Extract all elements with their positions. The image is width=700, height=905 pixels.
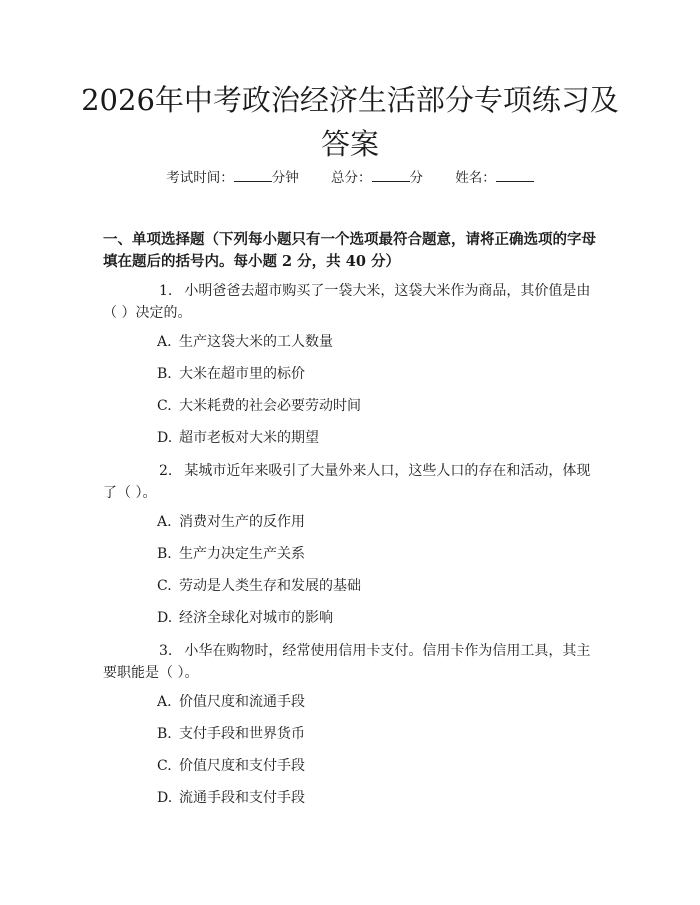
option-letter: C. — [157, 758, 172, 774]
option-text: 大米在超市里的标价 — [179, 366, 305, 382]
question-2 — [103, 460, 603, 504]
option-letter: C. — [157, 578, 172, 594]
question-number: 2. — [159, 463, 173, 479]
option-text: 价值尺度和支付手段 — [179, 758, 305, 774]
option-3d — [157, 788, 305, 808]
question-3 — [103, 640, 603, 684]
exam-time-label: 考试时间： — [166, 170, 234, 186]
option-text: 消费对生产的反作用 — [179, 514, 305, 530]
question-text: 小明爸爸去超市购买了一袋大米，这袋大米作为商品，其价值是由（ ）决定的。 — [103, 283, 591, 321]
option-text: 支付手段和世界货币 — [179, 726, 305, 742]
total-score-blank — [372, 168, 410, 182]
option-3b — [157, 724, 305, 744]
section-heading: 一、单项选择题（下列每小题只有一个选项最符合题意，请将正确选项的字母填在题后的括号内。每小题 2 分，共 40 分） — [103, 231, 596, 270]
exam-time-unit: 分钟 — [271, 170, 299, 186]
option-letter: B. — [157, 726, 172, 742]
option-1a — [157, 332, 333, 352]
option-letter: A. — [157, 514, 172, 530]
option-text: 劳动是人类生存和发展的基础 — [179, 578, 361, 594]
student-name-field — [455, 168, 534, 188]
exam-time-blank — [234, 168, 272, 182]
question-number: 1. — [159, 283, 173, 299]
option-2a — [157, 512, 305, 532]
option-letter: B. — [157, 366, 172, 382]
exam-info-line — [0, 168, 700, 188]
option-letter: D. — [157, 790, 173, 806]
option-letter: C. — [157, 398, 172, 414]
option-1b — [157, 364, 305, 384]
option-letter: A. — [157, 334, 172, 350]
total-score-label: 总分： — [331, 170, 372, 186]
option-letter: D. — [157, 430, 173, 446]
student-name-blank — [496, 168, 534, 182]
option-1d — [157, 428, 319, 448]
question-text: 小华在购物时，经常使用信用卡支付。信用卡作为信用工具，其主要职能是（ ）。 — [103, 643, 591, 681]
document-title: 2026年中考政治经济生活部分专项练习及答案 — [81, 83, 619, 161]
option-2b — [157, 544, 305, 564]
question-text: 某城市近年来吸引了大量外来人口，这些人口的存在和活动，体现了（ ）。 — [103, 463, 591, 501]
option-text: 经济全球化对城市的影响 — [179, 610, 333, 626]
option-text: 生产这袋大米的工人数量 — [179, 334, 333, 350]
option-text: 超市老板对大米的期望 — [179, 430, 319, 446]
option-letter: A. — [157, 694, 172, 710]
option-3c — [157, 756, 305, 776]
option-text: 价值尺度和流通手段 — [179, 694, 305, 710]
option-1c — [157, 396, 361, 416]
option-text: 大米耗费的社会必要劳动时间 — [179, 398, 361, 414]
option-2c — [157, 576, 361, 596]
option-letter: D. — [157, 610, 173, 626]
total-score-field — [331, 168, 423, 188]
option-letter: B. — [157, 546, 172, 562]
option-text: 流通手段和支付手段 — [179, 790, 305, 806]
option-3a — [157, 692, 305, 712]
student-name-label: 姓名： — [455, 170, 496, 186]
question-number: 3. — [159, 643, 173, 659]
option-2d — [157, 608, 333, 628]
total-score-unit: 分 — [409, 170, 423, 186]
question-1 — [103, 280, 603, 324]
option-text: 生产力决定生产关系 — [179, 546, 305, 562]
exam-time-field — [166, 168, 299, 188]
